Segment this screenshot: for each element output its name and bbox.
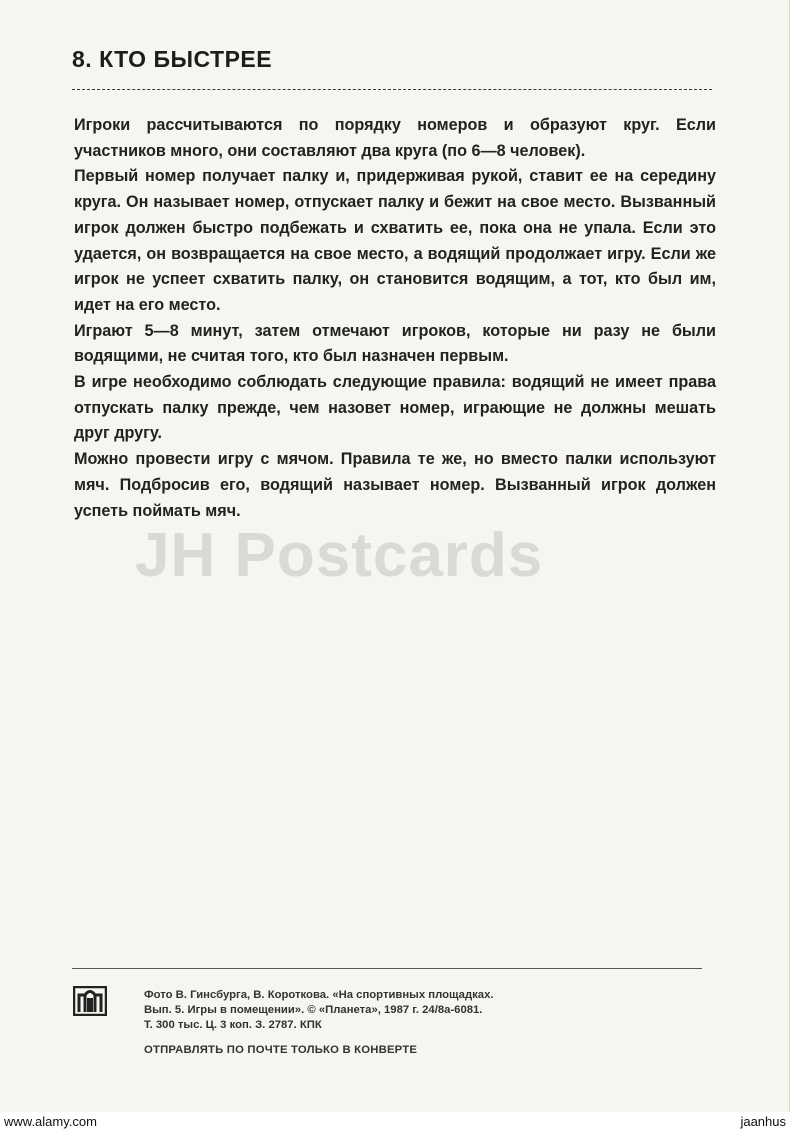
paragraph-2: Первый номер получает палку и, придерживая рукой, ставит ее на середину круга. Он называет номер, отпускает палку и бежит на свое место. Вызванный игрок должен быстро подбежать и схватить ее, пока она не упала. Если это удается, он возвращается на свое место, а водящий продолжает игру. Если же игрок не успеет схватить палку, он становится водящим, а тот, кто был им, идет на его место. (74, 167, 716, 314)
paragraph-1: Игроки рассчитываются по порядку номеров и образуют круг. Если участников много, они составляют два круга (по 6—8 человек). (74, 116, 716, 160)
mailing-note: ОТПРАВЛЯТЬ ПО ПОЧТЕ ТОЛЬКО В КОНВЕРТЕ (144, 1044, 418, 1056)
stock-footer (0, 1112, 792, 1132)
paragraph-4: В игре необходимо соблюдать следующие правила: водящий не имеет права отпускать палку прежде, чем назовет номер, играющие не должны мешать друг другу. (74, 373, 716, 443)
footer-divider (72, 968, 702, 969)
game-description (74, 113, 716, 524)
paragraph-5: Можно провести игру с мячом. Правила те же, но вместо палки используют мяч. Подбросив его, водящий называет номер. Вызванный игрок должен успеть поймать мяч. (74, 450, 716, 520)
footer-author: jaanhus (740, 1114, 786, 1129)
credits-line-3: Т. 300 тыс. Ц. 3 коп. З. 2787. КПК (144, 1018, 322, 1031)
watermark: JH Postcards (135, 521, 544, 590)
footer-site: www.alamy.com (4, 1114, 97, 1129)
page-title: 8. КТО БЫСТРЕЕ (72, 46, 273, 72)
credits-line-2: Вып. 5. Игры в помещении». © «Планета», 1987 г. 24/8а-6081. (144, 1003, 483, 1016)
credits-line-1: Фото В. Гинсбурга, В. Короткова. «На спортивных площадках. (144, 989, 494, 1001)
paragraph-3: Играют 5—8 минут, затем отмечают игроков, которые ни разу не были водящими, не считая того, кто был назначен первым. (74, 321, 716, 366)
publisher-logo-icon (73, 986, 107, 1016)
publication-credits (144, 988, 494, 1032)
title-divider (72, 89, 712, 90)
